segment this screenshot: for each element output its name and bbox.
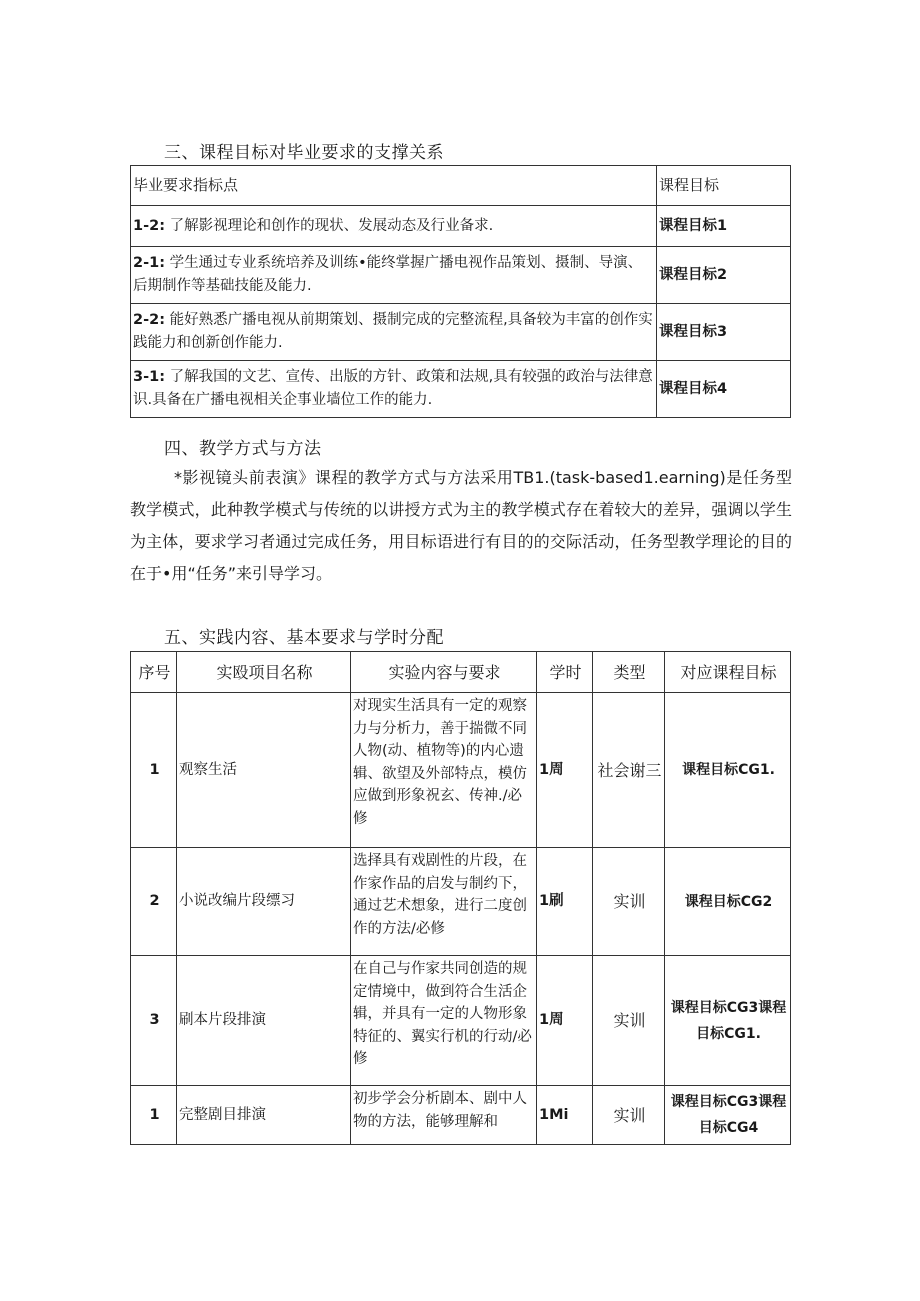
requirement-code: 2-2: (133, 312, 165, 328)
project-name: 刷本片段排演 (177, 956, 351, 1086)
header-hours: 学时 (537, 652, 593, 693)
requirement-cell (131, 247, 657, 304)
row-index: 1 (131, 1086, 177, 1145)
target-cell: 课程目标1 (657, 206, 791, 247)
project-hours: 1刷 (537, 848, 593, 956)
project-goal: 课程目标CG3课程目标CG4 (665, 1086, 791, 1145)
requirement-cell (131, 304, 657, 361)
requirement-code: 2-1: (133, 255, 165, 271)
table-row (131, 848, 791, 956)
table-row (131, 1086, 791, 1145)
requirement-text: 了解我国的文艺、宣传、出版的方针、政策和法规,具有较强的政治与法律意识.具备在广播电视相关企事业墙位工作的能力. (133, 369, 653, 408)
project-type: 实训 (593, 1086, 665, 1145)
table-header-row (131, 166, 791, 206)
project-type: 社会谢三 (593, 693, 665, 848)
project-content: 初步学会分析剧本、剧中人物的方法，能够理解和 (351, 1086, 537, 1145)
section-5-heading: 五、实践内容、基本要求与学时分配 (164, 628, 444, 648)
project-name: 观察生活 (177, 693, 351, 848)
header-type: 类型 (593, 652, 665, 693)
practice-content-table (130, 651, 791, 1145)
table-row (131, 361, 791, 418)
row-index: 3 (131, 956, 177, 1086)
project-name: 完整剧目排演 (177, 1086, 351, 1145)
project-goal: 课程目标CG1. (665, 693, 791, 848)
header-goal: 对应课程目标 (665, 652, 791, 693)
row-index: 1 (131, 693, 177, 848)
table-row (131, 956, 791, 1086)
project-type: 实训 (593, 848, 665, 956)
project-content: 对现实生活具有一定的观察力与分析力，善于揣微不同人物(动、植物等)的内心遗辑、欲望及外部特点，模仿应做到形象祝玄、传神./必修 (351, 693, 537, 848)
target-cell: 课程目标2 (657, 247, 791, 304)
table-header-row (131, 652, 791, 693)
requirement-text: 学生通过专业系统培养及训练•能终掌握广播电视作品策划、摄制、导演、后期制作等基础技能及能力. (133, 255, 643, 294)
requirement-code: 3-1: (133, 369, 165, 385)
target-cell: 课程目标4 (657, 361, 791, 418)
project-content: 在自己与作家共同创造的规定情境中，做到符合生活企辑，并具有一定的人物形象特征的、翼实行机的行动/必修 (351, 956, 537, 1086)
target-cell: 课程目标3 (657, 304, 791, 361)
teaching-method-paragraph: *影视镜头前表演》课程的教学方式与方法采用TB1.(task-based1.earning)是任务型教学模式，此种教学模式与传统的以讲授方式为主的教学模式存在着较大的差异，强调以学生为主体，要求学习者通过完成任务，用目标语进行有目的的交际活动，任务型教学理论的目的在于•用“任务”来引导学习。 (130, 468, 792, 583)
table-row (131, 247, 791, 304)
requirement-text: 了解影视理论和创作的现状、发展动态及行业备求. (169, 217, 494, 234)
requirement-cell (131, 206, 657, 247)
header-content: 实验内容与要求 (351, 652, 537, 693)
project-content: 选择具有戏剧性的片段，在作家作品的启发与制约下，通过艺术想象，进行二度创作的方法/必修 (351, 848, 537, 956)
header-project-name: 实殴项目名称 (177, 652, 351, 693)
requirement-code: 1-2: (133, 217, 165, 234)
table-row (131, 304, 791, 361)
support-relation-table (130, 165, 791, 418)
row-index: 2 (131, 848, 177, 956)
section-4-heading: 四、教学方式与方法 (164, 439, 322, 459)
project-goal: 课程目标CG2 (665, 848, 791, 956)
project-type: 实训 (593, 956, 665, 1086)
project-hours: 1周 (537, 956, 593, 1086)
requirement-cell (131, 361, 657, 418)
requirement-text: 能好熟悉广播电视从前期策划、摄制完成的完整流程,具备较为丰富的创作实践能力和创新创作能力. (133, 312, 653, 351)
header-index: 序号 (131, 652, 177, 693)
project-name: 小说改编片段缥习 (177, 848, 351, 956)
table-row (131, 693, 791, 848)
project-hours: 1Mi (537, 1086, 593, 1145)
project-goal: 课程目标CG3课程目标CG1. (665, 956, 791, 1086)
header-target: 课程目标 (657, 166, 791, 206)
section-3-heading: 三、课程目标对毕业要求的支撑关系 (164, 143, 444, 163)
project-hours: 1周 (537, 693, 593, 848)
header-requirement: 毕业要求指标点 (131, 166, 657, 206)
table-row (131, 206, 791, 247)
